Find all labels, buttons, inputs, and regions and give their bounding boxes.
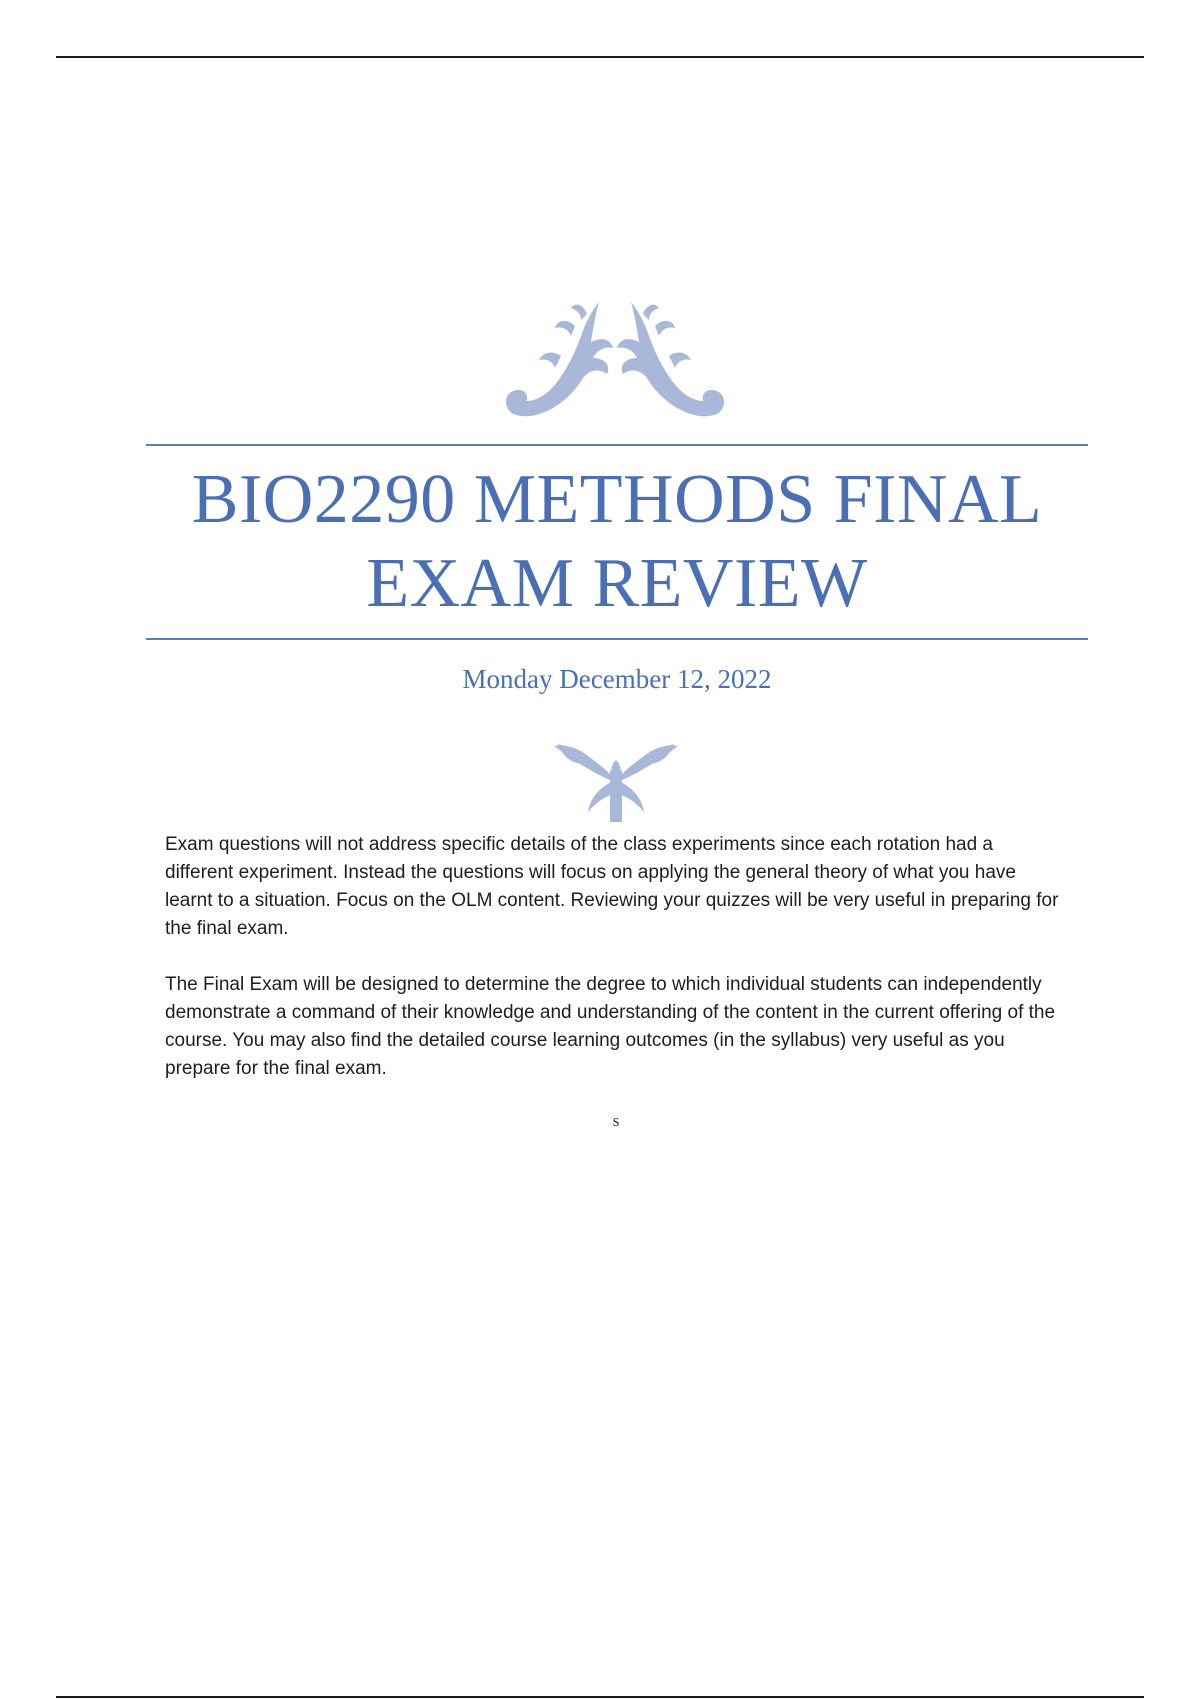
page-bottom-rule [56,1696,1144,1698]
title-bottom-rule [146,638,1088,640]
title-top-rule [146,444,1088,446]
stray-mark: s [612,1111,620,1130]
page-top-rule [56,56,1144,58]
exam-design-paragraph: The Final Exam will be designed to determine the degree to which individual students can independently demonstrate a command of their knowledge and understanding of the content in the current offering of the course. You may also find the detailed course learning outcomes (in the syllabus) very useful as you prepare for the final exam. [165,974,1056,1079]
document-date: Monday December 12, 2022 [462,664,772,694]
fleuron-divider-icon [552,740,680,824]
intro-paragraph: Exam questions will not address specific details of the class experiments since each rotation had a different experiment. Instead the questions will focus on applying the general theory of what you have learnt to a situation. Focus on the OLM content. Reviewing your quizzes will be very useful in preparing for the final exam. [165,834,1059,939]
document-title: BIO2290 METHODS FINAL EXAM REVIEW [191,461,1043,622]
floral-scroll-icon [495,296,735,426]
